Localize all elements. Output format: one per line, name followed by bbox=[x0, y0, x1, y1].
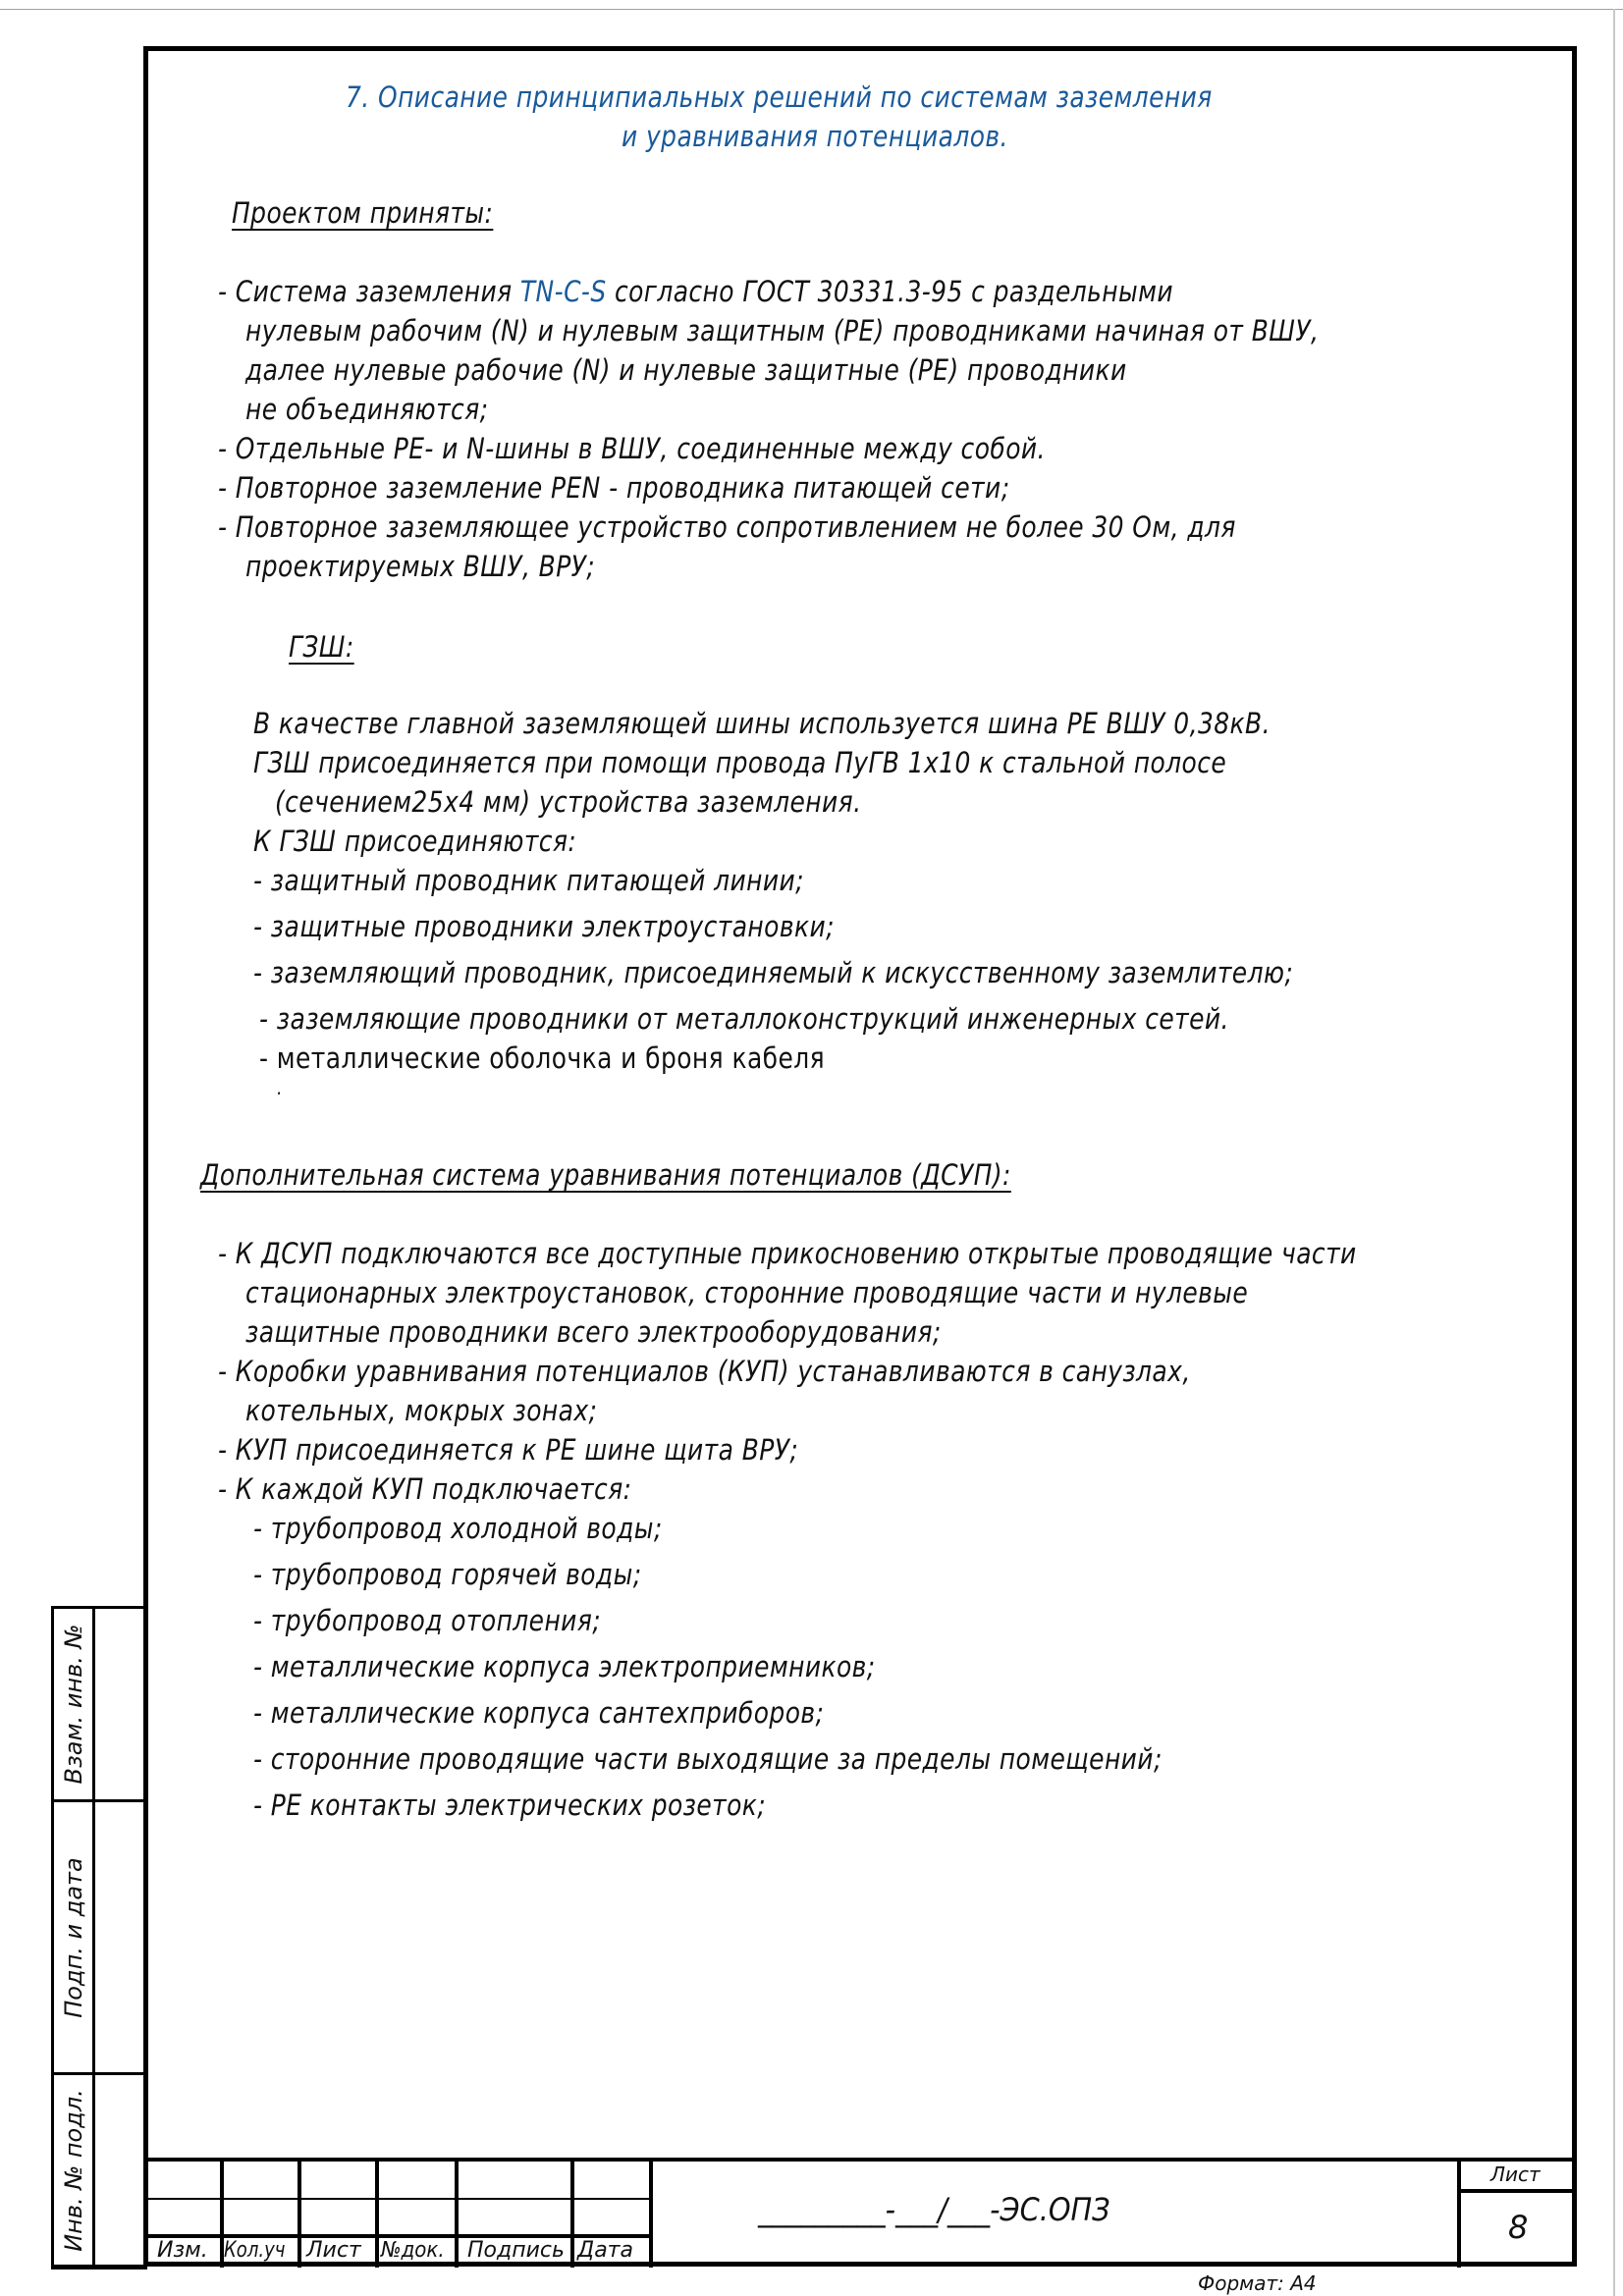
list-item-continuation: защитные проводники всего электрооборудования; bbox=[245, 1315, 942, 1349]
list-item-continuation: нулевым рабочим (N) и нулевым защитным (PE) проводниками начиная от ВШУ, bbox=[245, 314, 1320, 347]
list-item: - К каждой КУП подключается: bbox=[218, 1472, 632, 1506]
page-top-edge bbox=[0, 9, 1623, 10]
sheet-number: 8 bbox=[1508, 2209, 1529, 2246]
page-right-edge bbox=[1613, 9, 1615, 2296]
stray-dot: . bbox=[277, 1076, 283, 1099]
list-item: - К ДСУП подключаются все доступные прикосновению открытые проводящие части bbox=[218, 1237, 1357, 1270]
column-label-doc-no: №док. bbox=[381, 2238, 445, 2263]
stamp-label: Взам. инв. № bbox=[59, 1624, 87, 1785]
list-item-continuation: стационарных электроустановок, сторонние проводящие части и нулевые bbox=[245, 1276, 1249, 1309]
column-label-signature: Подпись bbox=[467, 2238, 565, 2263]
list-item: - защитный проводник питающей линии; bbox=[253, 864, 804, 897]
stamp-label: Подп. и дата bbox=[59, 1856, 87, 2018]
system-type-highlight: TN-C-S bbox=[519, 275, 607, 308]
list-item: - Повторное заземление PEN - проводника питающей сети; bbox=[218, 471, 1010, 505]
paragraph-line: (сечением25х4 мм) устройства заземления. bbox=[275, 785, 862, 819]
paragraph-line: К ГЗШ присоединяются: bbox=[253, 825, 577, 858]
column-label-sheet: Лист bbox=[306, 2238, 361, 2263]
sheet-label: Лист bbox=[1490, 2163, 1541, 2186]
side-stamp bbox=[51, 1606, 147, 2269]
stamp-cell-signature-date bbox=[51, 1799, 147, 2075]
list-item-continuation: котельных, мокрых зонах; bbox=[245, 1394, 598, 1427]
sub-list-item: - трубопровод холодной воды; bbox=[253, 1512, 663, 1545]
section-heading-project-adopted: Проектом приняты: bbox=[232, 196, 494, 230]
list-item: - защитные проводники электроустановки; bbox=[253, 910, 835, 943]
list-item: - Отдельные PE- и N-шины в ВШУ, соединенные между собой. bbox=[218, 432, 1046, 465]
list-item bbox=[218, 275, 1173, 308]
list-item-continuation: далее нулевые рабочие (N) и нулевые защитные (PE) проводники bbox=[245, 353, 1127, 387]
stamp-cell-replacement-inv bbox=[51, 1606, 147, 1802]
column-label-change: Изм. bbox=[157, 2238, 208, 2263]
list-item: - заземляющий проводник, присоединяемый к искусственному заземлителю; bbox=[253, 956, 1294, 989]
section-title-line-1: 7. Описание принципиальных решений по системам заземления bbox=[346, 80, 1213, 114]
section-heading-gzsh: ГЗШ: bbox=[289, 630, 354, 664]
section-heading-dsup: Дополнительная система уравнивания потенциалов (ДСУП): bbox=[200, 1158, 1011, 1192]
section-title-line-2: и уравнивания потенциалов. bbox=[622, 120, 1008, 153]
list-item: - Коробки уравнивания потенциалов (КУП) устанавливаются в санузлах, bbox=[218, 1355, 1191, 1388]
sub-list-item: - трубопровод горячей воды; bbox=[253, 1558, 642, 1591]
sub-list-item: - PE контакты электрических розеток; bbox=[253, 1789, 767, 1822]
item-text-post: согласно ГОСТ 30331.3-95 с раздельными bbox=[606, 275, 1173, 308]
paper-format: Формат: А4 bbox=[1198, 2271, 1317, 2295]
list-item: - заземляющие проводники от металлоконструкций инженерных сетей. bbox=[259, 1002, 1229, 1036]
list-item: - КУП присоединяется к PE шине щита ВРУ; bbox=[218, 1433, 799, 1467]
list-item-continuation: проектируемых ВШУ, ВРУ; bbox=[245, 550, 596, 583]
column-label-count: Кол.уч bbox=[224, 2238, 286, 2263]
sub-list-item: - трубопровод отопления; bbox=[253, 1604, 602, 1637]
list-item: - Повторное заземляющее устройство сопротивлением не более 30 Ом, для bbox=[218, 510, 1236, 544]
paragraph-line: В качестве главной заземляющей шины используется шина PE ВШУ 0,38кВ. bbox=[253, 707, 1271, 740]
list-item: - металлические оболочка и броня кабеля bbox=[259, 1041, 826, 1075]
item-text-pre: - Система заземления bbox=[218, 275, 520, 308]
sub-list-item: - сторонние проводящие части выходящие за пределы помещений; bbox=[253, 1742, 1163, 1776]
list-item-continuation: не объединяются; bbox=[245, 393, 489, 426]
sub-list-item: - металлические корпуса сантехприборов; bbox=[253, 1696, 825, 1730]
paragraph-line: ГЗШ присоединяется при помощи провода ПуГВ 1х10 к стальной полосе bbox=[253, 746, 1227, 779]
stamp-label: Инв. № подл. bbox=[59, 2088, 87, 2252]
stamp-cell-original-inv bbox=[51, 2072, 147, 2269]
document-designation: _________-___/___-ЭС.ОПЗ bbox=[758, 2191, 1110, 2228]
sub-list-item: - металлические корпуса электроприемников; bbox=[253, 1650, 876, 1683]
column-label-date: Дата bbox=[577, 2238, 633, 2263]
